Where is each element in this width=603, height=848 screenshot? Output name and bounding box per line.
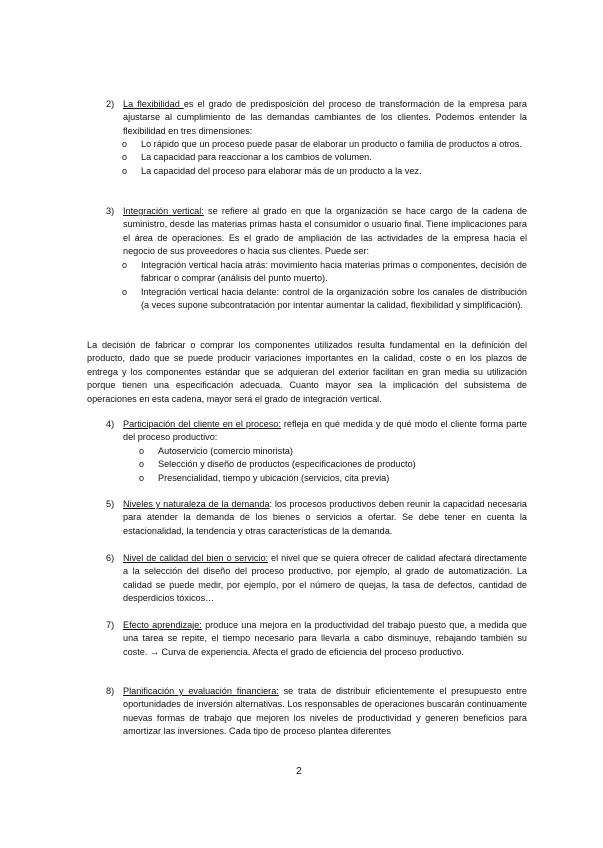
item-text: refleja en qué medida y de qué modo el cliente forma parte del proceso productivo: <box>123 419 527 443</box>
item-term: Nivel de calidad del bien o servicio: <box>123 553 269 563</box>
bullet-icon: o <box>139 459 145 470</box>
item-term: La flexibilidad <box>123 99 184 109</box>
list-item: o Presencialidad, tiempo y ubicación (servicios, cita previa) <box>158 472 527 485</box>
list-item: o Integración vertical hacia atrás: movimiento hacia materias primas o componentes, decisión de fabricar o comprar (análisis del punto muerto). <box>122 260 527 284</box>
item-term: Efecto aprendizaje: <box>123 620 202 630</box>
item-text: se refiere al grado en que la organización se hace cargo de la cadena de suministro, desde las materias primas hasta el consumidor o usuario final. Tiene implicaciones para el área de operaciones. Es el grado de ampliación de las actividades de la empresa hacia el negocio de sus proveedores o hacia sus clientes. Puede ser: <box>123 206 528 257</box>
item-flexibilidad <box>123 98 527 138</box>
list-item: o Autoservicio (comercio minorista) <box>158 445 527 458</box>
bullet-list <box>122 138 527 178</box>
item-text: se trata de distribuir eficientemente el presupuesto entre oportunidades de inversión alternativas. Los responsables de operaciones buscarán continuamente nuevas formas de trabajo que mejoren los niveles de productividad y generen beneficios para amortizar las inversiones. Cada tipo de proceso plantea diferentes <box>123 686 527 737</box>
item-number: 7) <box>106 620 115 630</box>
item-text: el nivel que se quiera ofrecer de calidad afectará directamente a la selección del diseño del proceso productivo, por ejemplo, al grado de automatización. La calidad se puede medir, por ejemplo, por el número de quejas, la tasa de defectos, cantidad de desperdicios tóxicos… <box>123 553 527 604</box>
item-term: Integración vertical: <box>123 206 204 216</box>
bullet-icon: o <box>122 260 128 270</box>
item-participacion-cliente <box>123 418 527 445</box>
item-number: 8) <box>106 686 115 696</box>
item-nivel-calidad <box>123 552 527 606</box>
item-term: Participación del cliente en el proceso: <box>123 419 281 429</box>
bullet-icon: o <box>122 286 128 297</box>
body-paragraph: La decisión de fabricar o comprar los componentes utilizados resulta fundamental en la definición del producto, dado que se puede producir variaciones importantes en la calidad, coste o en los plazos de entrega y los componentes estándar que se adquieran del exterior facilitan en gran media su utilización porque tienen una especificación adecuada. Cuanto mayor sea la implicación del subsistema de operaciones en esta cadena, mayor será el grado de integración vertical. <box>87 340 527 404</box>
bullet-icon: o <box>122 165 128 176</box>
list-item: o Selección y diseño de productos (especificaciones de producto) <box>158 458 527 471</box>
list-item: o Integración vertical hacia delante: control de la organización sobre los canales de distribución (a veces supone subcontratación por intentar aumentar la calidad, flexibilidad y simplificación). <box>122 286 527 311</box>
item-number: 2) <box>106 99 115 109</box>
item-planificacion-financiera <box>123 685 527 739</box>
item-number: 5) <box>106 499 115 509</box>
list-item: o La capacidad para reaccionar a los cambios de volumen. <box>141 151 527 164</box>
item-number: 3) <box>106 206 115 216</box>
list-item: o Lo rápido que un proceso puede pasar de elaborar un producto o familia de productos a otros. <box>141 138 527 151</box>
bullet-icon: o <box>139 446 145 456</box>
item-integracion-vertical <box>123 205 527 259</box>
item-text: es el grado de predisposición del proceso de transformación de la empresa para ajustarse al cumplimiento de las demandas cambiantes de los clientes. Podemos entender la flexibilidad en tres dimensiones: <box>123 99 527 136</box>
bullet-list <box>122 259 527 313</box>
bullet-icon: o <box>139 472 145 483</box>
item-text: : los procesos productivos deben reunir la capacidad necesaria para atender la demanda de los bienes o servicios a ofertar. Se debe tener en cuenta la estacionalidad, la tendencia y otras características de la demanda. <box>123 499 527 536</box>
item-number: 4) <box>106 419 115 429</box>
item-efecto-aprendizaje <box>123 619 527 659</box>
item-text: produce una mejora en la productividad del trabajo puesto que, a medida que una tarea se repite, el tiempo necesario para llevarla a cabo disminuye, rebajando también su coste. → Curva de experiencia. Afecta el grado de eficiencia del proceso productivo. <box>123 620 527 657</box>
item-number: 6) <box>106 553 115 563</box>
bullet-list <box>139 445 527 485</box>
item-term: Planificación y evaluación financiera: <box>123 686 279 696</box>
bullet-icon: o <box>122 139 128 149</box>
page-number: 2 <box>296 765 302 777</box>
item-niveles-demanda <box>123 498 527 538</box>
list-item: o La capacidad del proceso para elaborar más de un producto a la vez. <box>141 165 527 178</box>
bullet-icon: o <box>122 152 128 163</box>
item-term: Niveles y naturaleza de la demanda <box>123 499 270 509</box>
